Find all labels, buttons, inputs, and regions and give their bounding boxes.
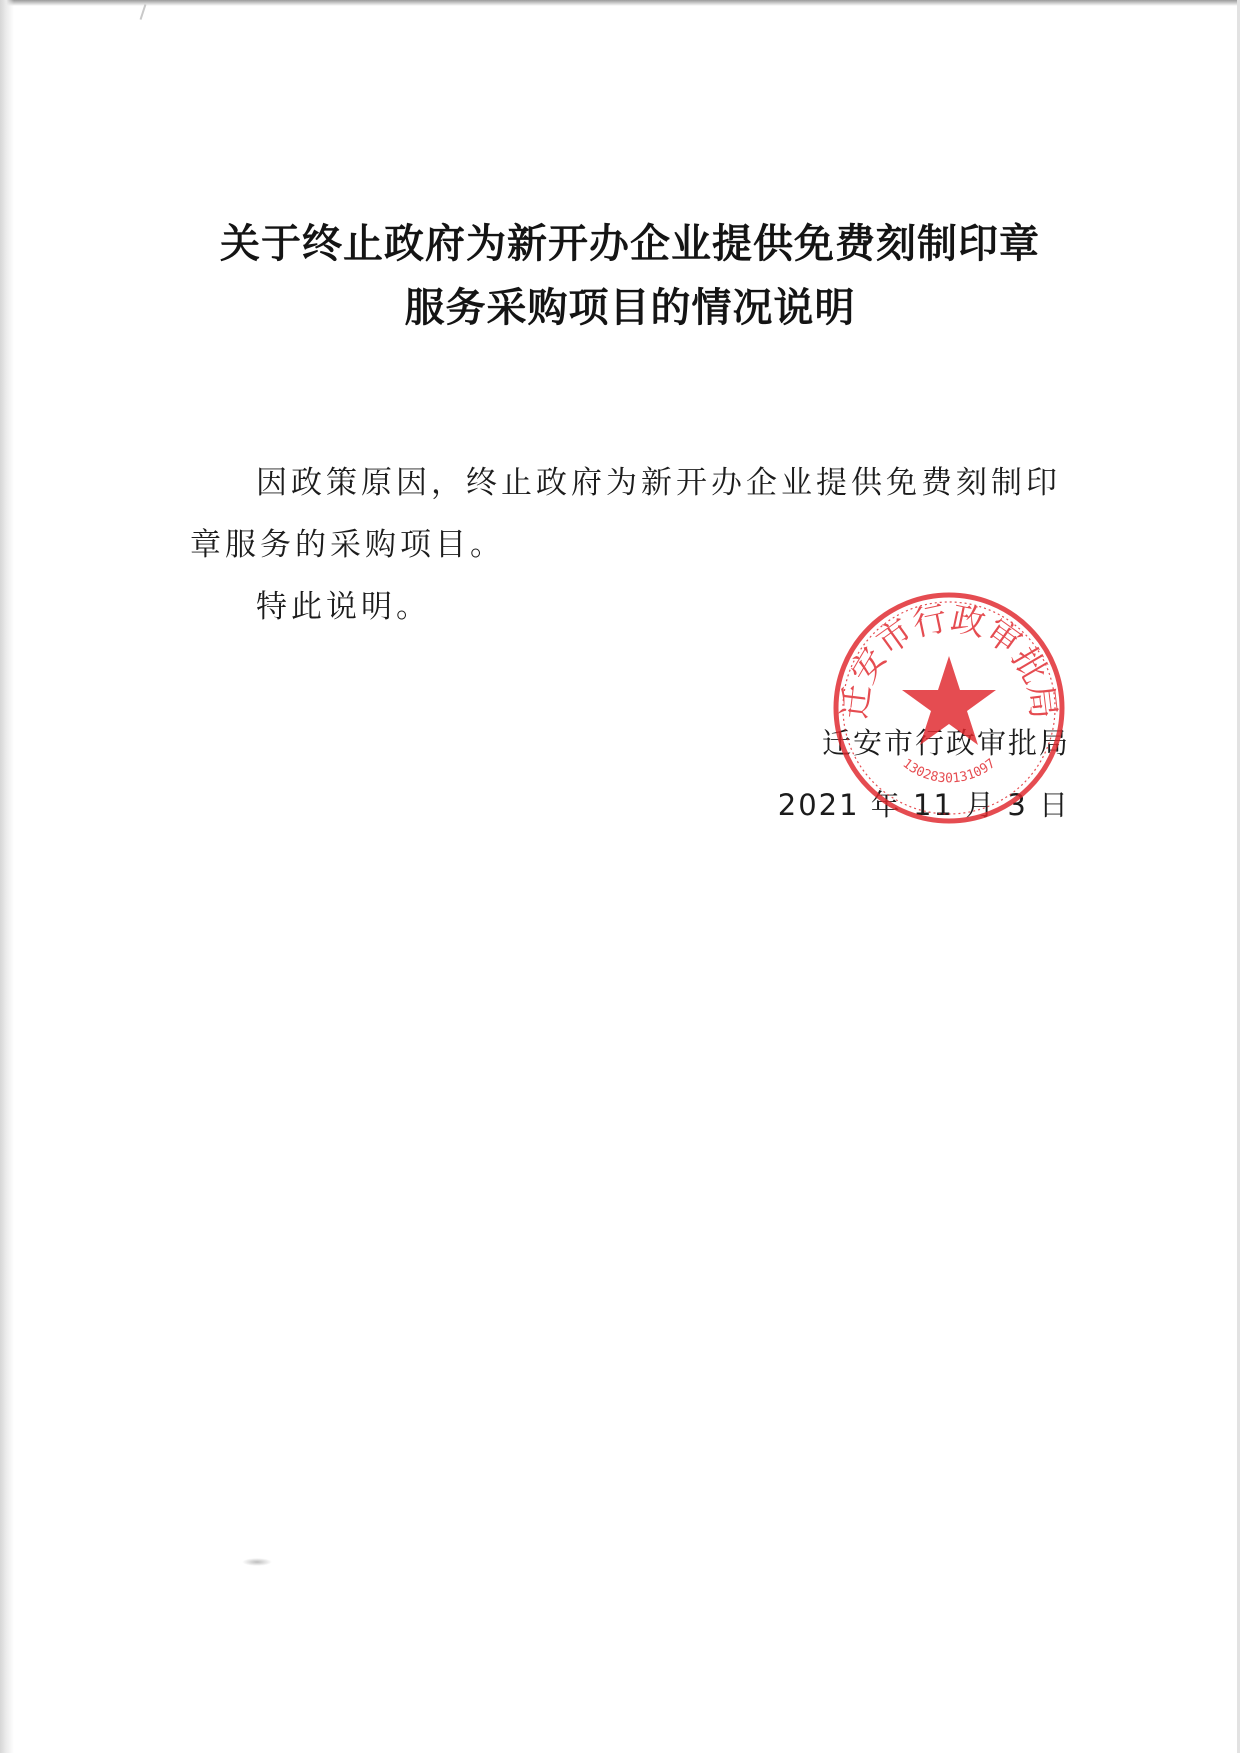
body-paragraph-1: 因政策原因，终止政府为新开办企业提供免费刻制印章服务的采购项目。 [190, 465, 1061, 563]
scan-smudge [242, 1558, 272, 1566]
seal-star-icon [902, 656, 996, 745]
seal-code-text: 1302830131097 [899, 756, 999, 787]
scan-top-edge [0, 0, 1240, 6]
title-line-1: 关于终止政府为新开办企业提供免费刻制印章 [220, 220, 1040, 267]
official-seal [829, 588, 1069, 828]
scan-mark [140, 4, 147, 20]
body-paragraph-2: 特此说明。 [256, 589, 431, 625]
issuer-name: 迁安市行政审批局 [821, 726, 1070, 760]
title-line-2: 服务采购项目的情况说明 [404, 284, 856, 331]
scan-left-edge [0, 0, 14, 1753]
document-title [150, 212, 1110, 340]
seal-name-text: 迁安市行政审批局 [834, 598, 1064, 722]
official-seal-graphic [829, 588, 1069, 828]
issue-date: 2021 年 11 月 3 日 [777, 788, 1070, 822]
